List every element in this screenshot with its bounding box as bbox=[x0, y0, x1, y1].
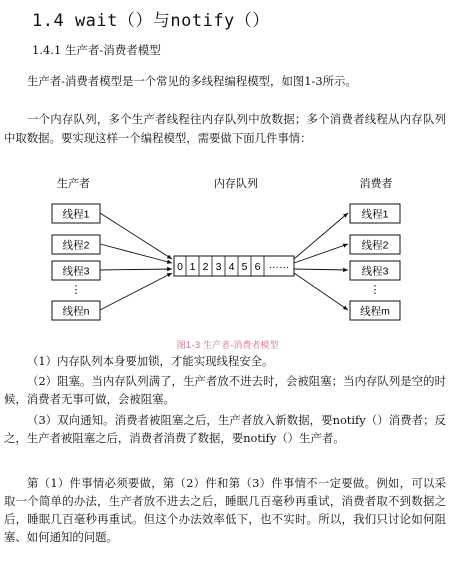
paragraph-conclusion: 第（1）件事情必须要做，第（2）件和第（3）件事情不一定要做。例如，可以采取一个简单的办法，生产者放不进去之后，睡眠几百毫秒再重试，消费者取不到数据之后，睡眠几百毫秒再重试。但这个办法效率低下，也不实时。所以，我们只讨论如何阻塞、如何通知的问题。 bbox=[4, 476, 446, 544]
consumer-label-3: 线程3 bbox=[361, 265, 389, 278]
consumer-label-1: 线程1 bbox=[361, 208, 389, 221]
queue-cells bbox=[177, 259, 289, 273]
consumer-arrow-1 bbox=[294, 213, 348, 259]
memory-queue bbox=[174, 256, 294, 276]
producer-arrow-3 bbox=[100, 269, 172, 270]
consumer-arrow-m bbox=[294, 273, 348, 310]
section-title: 1.4 wait（）与notify（） bbox=[32, 11, 270, 31]
queue-cell-2: 2 bbox=[202, 261, 209, 273]
queue-header: 内存队列 bbox=[214, 178, 258, 190]
consumer-arrows bbox=[294, 213, 348, 310]
diagram-svg bbox=[30, 176, 430, 336]
producer-label-1: 线程1 bbox=[62, 208, 90, 221]
producer-label-3: 线程3 bbox=[62, 265, 90, 278]
paragraph-item-3: （3）双向通知。消费者被阻塞之后，生产者放入新数据，要notify（）消费者；反之，生产者被阻塞之后，消费者消费了数据，要notify（）生产者。 bbox=[4, 413, 446, 445]
queue-cell-1: 1 bbox=[189, 261, 196, 273]
queue-cell-4: 4 bbox=[228, 261, 235, 273]
queue-cell-6: 6 bbox=[254, 261, 261, 273]
consumer-header: 消费者 bbox=[359, 178, 393, 190]
producer-arrow-n bbox=[100, 273, 172, 310]
consumer-label-m: 线程m bbox=[360, 305, 390, 318]
paragraph-item-1: （1）内存队列本身要加锁，才能实现线程安全。 bbox=[27, 354, 274, 368]
paragraph-queue-description: 一个内存队列，多个生产者线程往内存队列中放数据；多个消费者线程从内存队列中取数据。要实现这样一个编程模型，需要做下面几件事情： bbox=[4, 112, 446, 145]
queue-cell-ellipsis: …… bbox=[268, 259, 290, 271]
consumer-vdots: ⋮ bbox=[369, 284, 381, 296]
subsection-title: 1.4.1 生产者-消费者模型 bbox=[32, 43, 161, 57]
producer-arrow-2 bbox=[100, 244, 172, 263]
producer-header: 生产者 bbox=[57, 178, 90, 190]
consumer-arrow-2 bbox=[294, 244, 348, 263]
producer-threads bbox=[52, 204, 100, 320]
consumer-arrow-3 bbox=[294, 269, 348, 270]
paragraph-item-2: （2）阻塞。当内存队列满了，生产者放不进去时，会被阻塞；当内存队列是空的时候，消费者无事可做，会被阻塞。 bbox=[4, 374, 446, 406]
producer-arrow-1 bbox=[100, 213, 172, 259]
producer-consumer-diagram bbox=[30, 176, 430, 336]
consumer-label-2: 线程2 bbox=[361, 239, 389, 252]
queue-cell-3: 3 bbox=[215, 261, 222, 273]
queue-cell-5: 5 bbox=[241, 261, 248, 273]
producer-label-n: 线程n bbox=[62, 305, 90, 318]
figure-caption: 图1-3 生产者-消费者模型 bbox=[176, 341, 279, 351]
paragraph-intro: 生产者-消费者模型是一个常见的多线程编程模型，如图1-3所示。 bbox=[27, 74, 357, 88]
consumer-threads bbox=[350, 204, 400, 320]
queue-cell-0: 0 bbox=[177, 261, 183, 273]
producer-vdots: ⋮ bbox=[70, 284, 82, 296]
producer-arrows bbox=[100, 213, 172, 310]
producer-label-2: 线程2 bbox=[62, 239, 90, 252]
